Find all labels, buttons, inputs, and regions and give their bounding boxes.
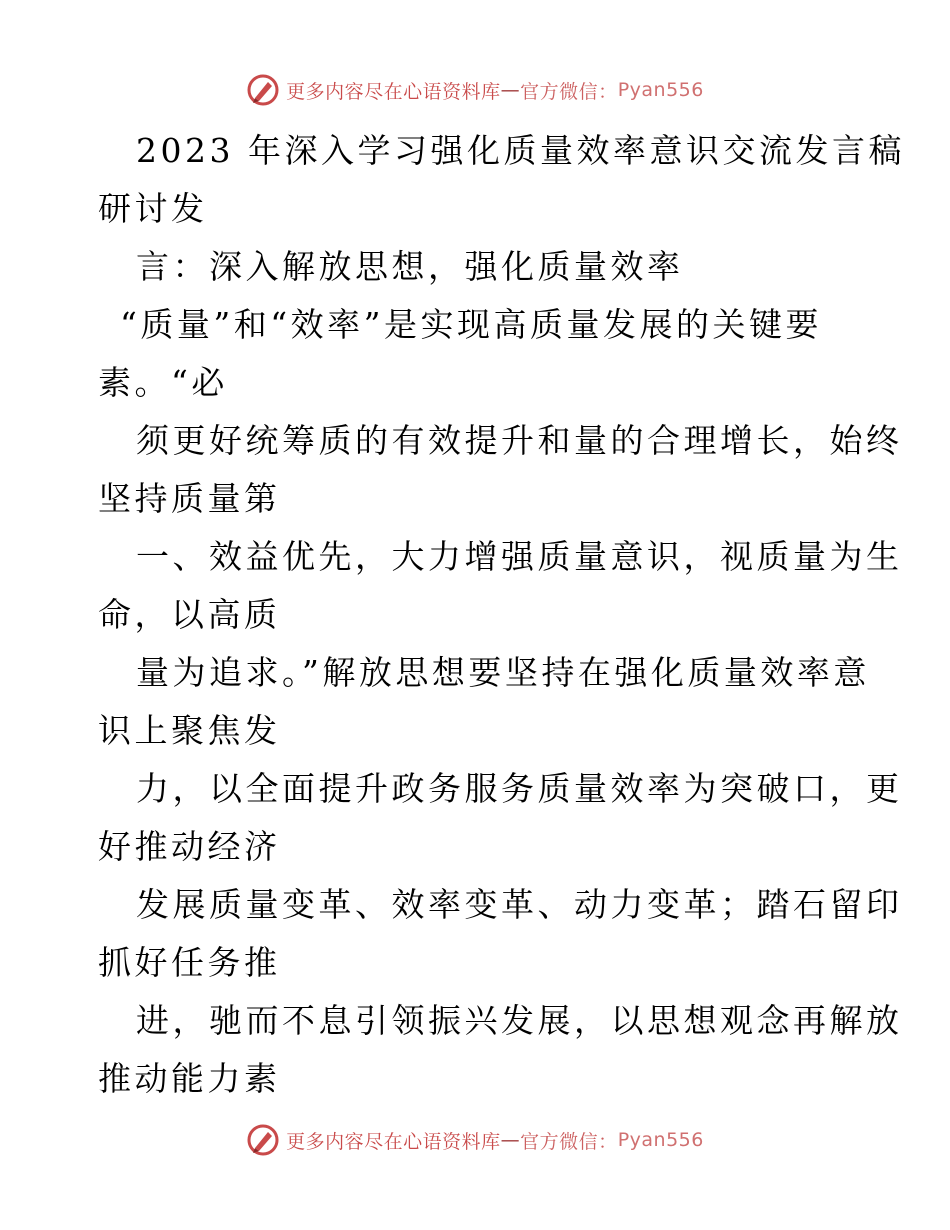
body-line: 推动能力素 xyxy=(98,1059,281,1098)
body-line: 须更好统筹质的有效提升和量的合理增长，始终 xyxy=(136,421,903,460)
watermark-label: 官方微信： xyxy=(520,1130,618,1153)
body-line: 素。“必 xyxy=(98,363,228,402)
body-line: 识上聚焦发 xyxy=(98,711,281,750)
body-line: 言：深入解放思想，强化质量效率 xyxy=(136,247,684,286)
body-line: 发展质量变革、效率变革、动力变革；踏石留印 xyxy=(136,885,903,924)
body-line: 2023 年深入学习强化质量效率意识交流发言稿 xyxy=(136,131,905,170)
pen-logo-icon xyxy=(246,73,280,107)
body-line: 力，以全面提升政务服务质量效率为突破口，更 xyxy=(136,769,903,808)
watermark-main-text: 更多内容尽在心语资料库 xyxy=(286,1130,501,1153)
body-line: “质量”和“效率”是实现高质量发展的关键要 xyxy=(120,305,822,344)
body-line: 量为追求。”解放思想要坚持在强化质量效率意 xyxy=(136,653,870,692)
header-watermark xyxy=(0,70,950,110)
body-line: 抓好任务推 xyxy=(98,943,281,982)
document-body xyxy=(98,122,905,1108)
watermark-main-text: 更多内容尽在心语资料库 xyxy=(286,80,501,103)
pen-logo-icon xyxy=(246,1123,280,1157)
body-line: 好推动经济 xyxy=(98,827,281,866)
watermark-account: Pyan556 xyxy=(617,1129,704,1151)
body-line: 一、效益优先，大力增强质量意识，视质量为生 xyxy=(136,537,903,576)
watermark-label: 官方微信： xyxy=(520,80,618,103)
footer-watermark xyxy=(0,1120,950,1160)
watermark-account: Pyan556 xyxy=(617,79,704,101)
body-line: 进，驰而不息引领振兴发展，以思想观念再解放 xyxy=(136,1001,903,1040)
watermark-separator: — xyxy=(500,79,521,101)
body-line: 命，以高质 xyxy=(98,595,281,634)
body-line: 坚持质量第 xyxy=(98,479,281,518)
watermark-separator: — xyxy=(500,1129,521,1151)
body-line: 研讨发 xyxy=(98,189,208,228)
